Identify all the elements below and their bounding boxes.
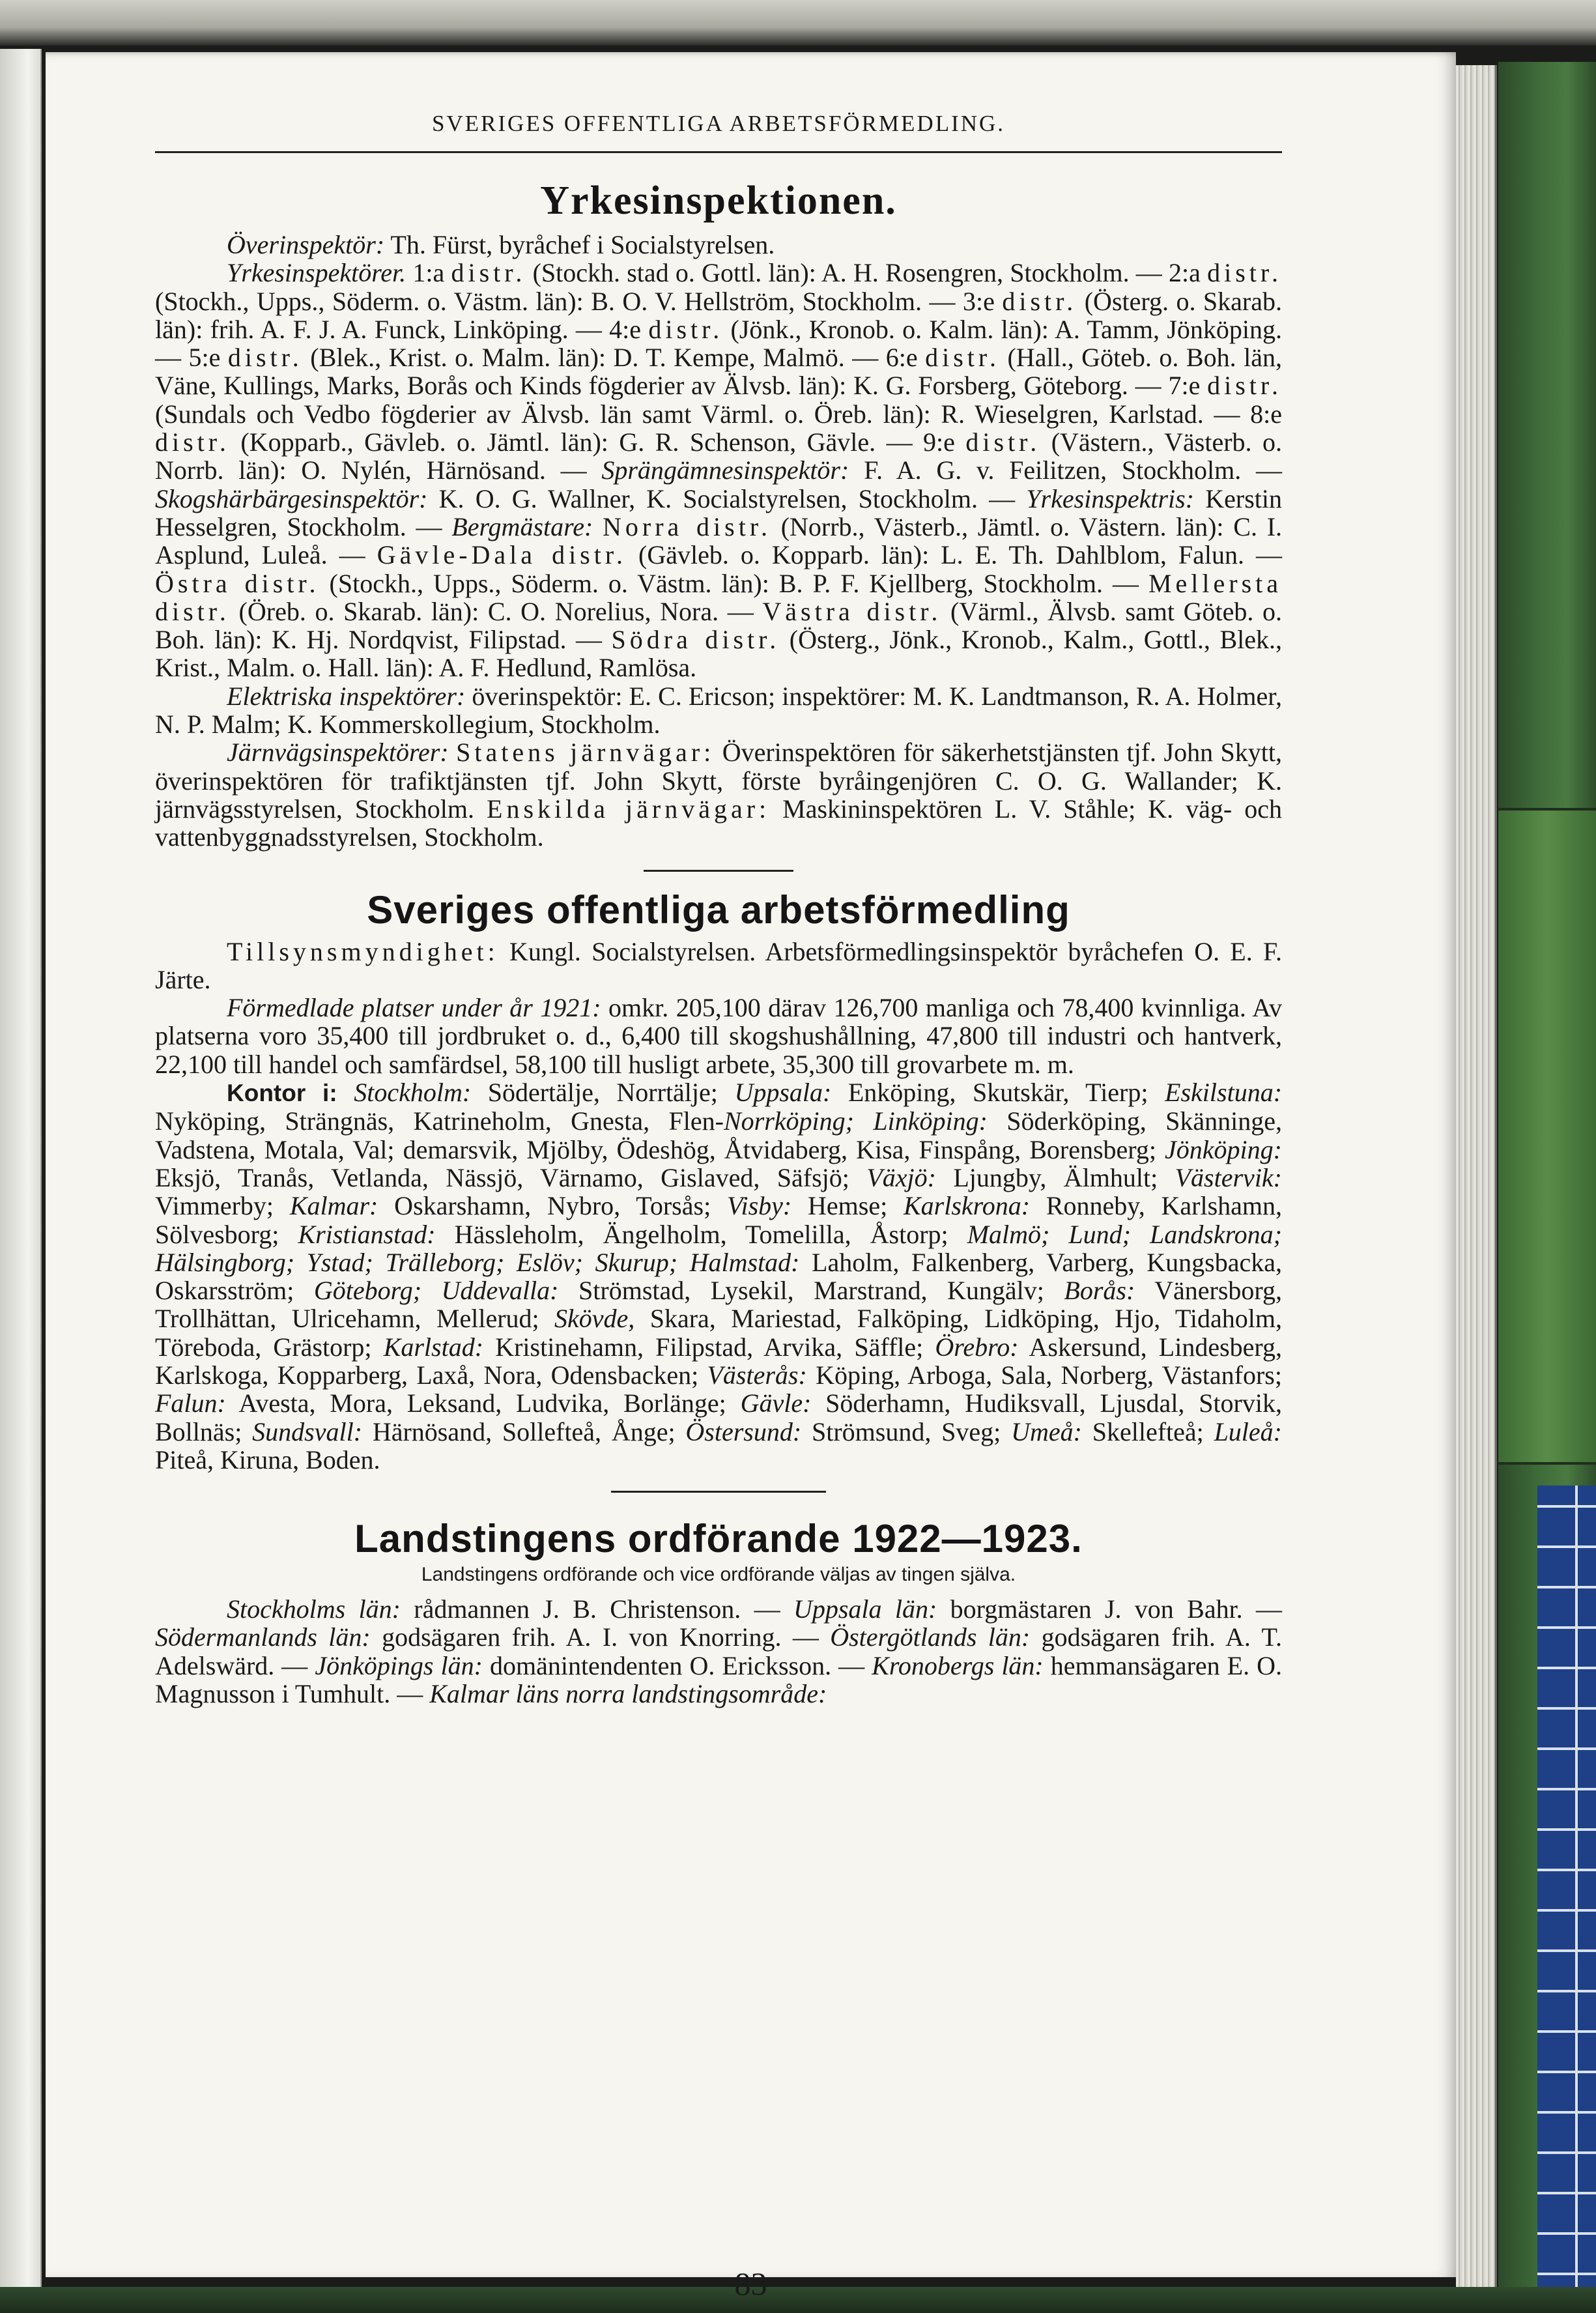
paragraph-elektriska bbox=[155, 682, 1282, 739]
city-label: Umeå: bbox=[1011, 1416, 1082, 1446]
text: rådmannen J. B. Christenson. — bbox=[400, 1594, 793, 1624]
text: Avesta, Mora, Leksand, Ludvika, Borlänge; bbox=[225, 1388, 741, 1418]
text: (Norrb., Västerb., Jämtl. o. Västern. län): C. I. Asplund, Luleå. — bbox=[155, 511, 1283, 570]
section-divider bbox=[644, 870, 793, 872]
city-label: Falun: bbox=[155, 1388, 226, 1418]
text: (Gävleb. o. Kopparb. län): L. E. Th. Dahlblom, Falun. — bbox=[626, 540, 1283, 570]
text: (Värml., Älvsb. samt Göteb. o. Boh. län): K. Hj. Nordqvist, Filipstad. — bbox=[155, 596, 1283, 655]
text: Enköping, Skutskär, Tierp; bbox=[831, 1078, 1165, 1108]
paragraph-tillsynsmyndighet bbox=[155, 938, 1282, 994]
text: F. A. G. v. Feilitzen, Stockholm. — bbox=[849, 455, 1283, 485]
paragraph-landstingen bbox=[155, 1595, 1282, 1708]
label-jarnvagsinspektorer: Järnvägsinspektörer: bbox=[227, 738, 449, 768]
text: Laholm, Falkenberg, Varberg, Kungsbacka, Oskarsström; bbox=[155, 1247, 1282, 1306]
district-label: Östra distr. bbox=[155, 568, 320, 598]
text: Strömsund, Sveg; bbox=[801, 1416, 1012, 1446]
text: Vänersborg, Trollhättan, Ulricehamn, Mellerud; bbox=[155, 1276, 1282, 1334]
label-overinspektor: Överinspektör: bbox=[227, 230, 385, 259]
text: Ronneby, Karlshamn, Sölvesborg; bbox=[155, 1191, 1283, 1249]
district-label: Södra distr. bbox=[611, 625, 780, 655]
district-label: Mellersta distr. bbox=[155, 568, 1283, 626]
label-formedlade-platser: Förmedlade platser under år 1921: bbox=[227, 993, 601, 1023]
text: (Österg. o. Skarab. län): frih. A. F. J. A. Funck, Linköping. — 4:e bbox=[155, 286, 1283, 344]
county-label: Uppsala län: bbox=[793, 1594, 937, 1624]
city-label: Linköping: bbox=[873, 1106, 988, 1136]
text: godsägaren frih. A. I. von Knorring. — bbox=[370, 1622, 831, 1652]
section-title-arbetsformedling: Sveriges offentliga arbetsförmedling bbox=[367, 887, 1070, 932]
label-enskilda-jarnvagar: Enskilda järnvägar: bbox=[487, 794, 771, 824]
text: K. O. G. Wallner, K. Socialstyrelsen, Stockholm. — bbox=[427, 483, 1027, 513]
text: överinspektör: E. C. Ericson; inspektörer: M. K. Landtmanson, R. A. Holmer, N. P. Malm; K. Kommerskollegium, Stockholm. bbox=[155, 681, 1282, 740]
section-arbetsformedling bbox=[155, 887, 1282, 1474]
text: 1:a bbox=[406, 258, 451, 288]
text: Piteå, Kiruna, Boden. bbox=[155, 1444, 380, 1474]
text: Södertälje, Norrtälje; bbox=[471, 1078, 735, 1108]
section-subtitle-landstingen: Landstingens ordförande och vice ordförande väljas av tingen själva. bbox=[421, 1564, 1016, 1586]
text: (Hall., Göteb. o. Boh. län, Väne, Kullings, Marks, Borås och Kinds fögderier av Älvsb. län): K. G. Forsberg, Göteborg. — 7:e bbox=[155, 343, 1282, 401]
district-label: distr. bbox=[155, 427, 230, 457]
text: Ljungby, Älmhult; bbox=[935, 1162, 1175, 1192]
district-label: Gävle-Dala distr. bbox=[377, 540, 627, 570]
district-label: distr. bbox=[451, 258, 526, 288]
county-label: Jönköpings län: bbox=[315, 1650, 483, 1680]
city-label: Karlstad: bbox=[383, 1332, 484, 1362]
text: Härnösand, Sollefteå, Ånge; bbox=[362, 1416, 686, 1446]
text: Kristinehamn, Filipstad, Arvika, Säffle; bbox=[483, 1332, 935, 1362]
text: (Öreb. o. Skarab. län): C. O. Norelius, Nora. — bbox=[229, 596, 763, 626]
text: Oskarshamn, Nybro, Torsås; bbox=[378, 1191, 727, 1221]
text: Överinspektören för säkerhetstjänsten tjf. John Skytt, överinspektören för trafiktjänsten tjf. John Skytt, förste byråingenjören C. O. G. Wallander; K. järnvägsstyrelsen, Stockholm. bbox=[155, 738, 1282, 824]
text: Hässleholm, Ängelholm, Tomelilla, Åstorp; bbox=[435, 1219, 967, 1249]
text: (Jönk., Kronob. o. Kalm. län): A. Tamm, Jönköping. — 5:e bbox=[155, 314, 1282, 373]
paragraph-yrkesinspektorer bbox=[155, 259, 1282, 682]
running-head: SVERIGES OFFENTLIGA ARBETSFÖRMEDLING. bbox=[155, 111, 1282, 153]
county-label: Kalmar läns norra landstingsområde: bbox=[429, 1679, 827, 1709]
blue-grid-paper bbox=[1537, 1486, 1596, 2313]
district-label: distr. bbox=[1002, 286, 1077, 316]
section-title-yrkesinspektionen: Yrkesinspektionen. bbox=[540, 179, 897, 223]
text: (Stockh., Upps., Söderm. o. Västm. län): B. P. F. Kjellberg, Stockholm. — bbox=[319, 568, 1148, 598]
text: Eksjö, Tranås, Vetlanda, Nässjö, Värnamo, Gislaved, Säfsjö; bbox=[155, 1162, 867, 1192]
text: (Kopparb., Gävleb. o. Jämtl. län): G. R. Schenson, Gävle. — 9:e bbox=[229, 427, 966, 457]
text bbox=[337, 1078, 354, 1107]
page-number: 83 bbox=[734, 2265, 767, 2302]
section-title-landstingen: Landstingens ordförande 1922—1923. bbox=[354, 1517, 1083, 1561]
text: (Stockh. stad o. Gottl. län): A. H. Rosengren, Stockholm. — 2:a bbox=[526, 258, 1208, 288]
city-label: Gävle: bbox=[740, 1388, 812, 1418]
book-top-edge bbox=[0, 0, 1596, 46]
city-label: Skövde, bbox=[554, 1304, 635, 1334]
district-label: Norra distr. bbox=[603, 511, 771, 541]
district-label: distr. bbox=[648, 314, 724, 344]
text bbox=[593, 512, 603, 541]
city-label: Västerås: bbox=[707, 1360, 807, 1390]
text: (Österg., Jönk., Kronob., Kalm., Gottl., Blek., Krist., Malm. o. Hall. län): A. F. Hedlund, Ramlösa. bbox=[155, 625, 1282, 683]
text: (Blek., Krist. o. Malm. län): D. T. Kempe, Malmö. — 6:e bbox=[302, 343, 926, 373]
text: Th. Fürst, byråchef i Socialstyrelsen. bbox=[384, 230, 775, 259]
district-label: distr. bbox=[965, 427, 1041, 457]
district-label: Västra distr. bbox=[762, 596, 942, 626]
county-label: Östergötlands län: bbox=[830, 1622, 1031, 1652]
county-label: Södermanlands län: bbox=[155, 1622, 371, 1652]
label-tillsynsmyndighet: Tillsynsmyndighet: bbox=[227, 936, 499, 966]
label-yrkesinspektorer: Yrkesinspektörer. bbox=[227, 258, 406, 288]
district-label: distr. bbox=[227, 343, 303, 373]
text: (Västern., Västerb. o. Norrb. län): O. Nylén, Härnösand. — bbox=[155, 427, 1282, 485]
text: omkr. 205,100 därav 126,700 manliga och 78,400 kvinnliga. Av platserna voro 35,400 till jordbruket o. d., 6,400 till skogshushållning, 47,800 till industri och hantverk, 22,100 till handel och samfärdsel, 58,100 till husligt arbete, 35,300 till grovarbete m. m. bbox=[155, 993, 1283, 1079]
city-label: Jönköping: bbox=[1165, 1134, 1282, 1164]
text: Söderköping, Skänninge, Vadstena, Motala, Val; demarsvik, Mjölby, Ödeshög, Åtvidaberg, Kisa, Finspång, Borensberg; bbox=[155, 1106, 1282, 1164]
city-label: Luleå: bbox=[1214, 1416, 1282, 1446]
text: Kungl. Socialstyrelsen. Arbetsförmedlingsinspektör byråchefen O. E. F. Järte. bbox=[155, 936, 1282, 994]
text: Strömstad, Lysekil, Marstrand, Kungälv; bbox=[558, 1276, 1064, 1306]
text: domänintendenten O. Ericksson. — bbox=[482, 1650, 872, 1680]
county-label: Stockholms län: bbox=[227, 1594, 401, 1624]
district-label: distr. bbox=[925, 343, 1000, 373]
label-sprangamnesinspektor: Sprängämnesinspektör: bbox=[601, 455, 849, 485]
left-page-edge bbox=[0, 49, 42, 2313]
district-label: distr. bbox=[1207, 371, 1282, 401]
city-label: Västervik: bbox=[1175, 1162, 1282, 1192]
text bbox=[449, 738, 456, 767]
city-label: Östersund: bbox=[685, 1416, 802, 1446]
city-label: Karlskrona: bbox=[903, 1191, 1031, 1221]
paragraph-kontor bbox=[155, 1078, 1282, 1474]
text bbox=[854, 1106, 873, 1136]
city-label: Sundsvall: bbox=[252, 1416, 363, 1446]
text-block bbox=[155, 111, 1282, 1708]
text: Söderhamn, Hudiksvall, Ljusdal, Storvik, Bollnäs; bbox=[155, 1388, 1282, 1446]
city-label: Visby: bbox=[726, 1191, 792, 1221]
city-label: Växjö: bbox=[866, 1162, 936, 1192]
county-label: Kronobergs län: bbox=[872, 1650, 1044, 1680]
text: Nyköping, Strängnäs, Katrineholm, Gnesta, Flen- bbox=[155, 1106, 724, 1136]
text: godsägaren frih. A. T. Adelswärd. — bbox=[155, 1622, 1283, 1680]
text: Hemse; bbox=[791, 1191, 904, 1221]
city-label: Kristianstad: bbox=[298, 1219, 436, 1249]
paragraph-formedlade-platser bbox=[155, 994, 1282, 1078]
city-label: Malmö; Lund; Landskrona; Hälsingborg; Ystad; Trälleborg; Eslöv; Skurup; Halmstad: bbox=[155, 1219, 1282, 1277]
text: Askersund, Lindesberg, Karlskoga, Kopparberg, Laxå, Nora, Odensbacken; bbox=[155, 1332, 1282, 1390]
text: Skellefteå; bbox=[1081, 1416, 1214, 1446]
cover-band bbox=[1498, 808, 1596, 1465]
city-label: Stockholm: bbox=[354, 1078, 472, 1108]
label-yrkesinspektris: Yrkesinspektris: bbox=[1026, 483, 1195, 513]
label-kontor: Kontor i: bbox=[227, 1080, 337, 1107]
district-label: distr. bbox=[1207, 258, 1282, 288]
text: borgmästaren J. von Bahr. — bbox=[937, 1594, 1283, 1624]
city-label: Norrköping; bbox=[723, 1106, 854, 1136]
text: (Sundals och Vedbo fögderier av Älvsb. län samt Värml. o. Öreb. län): R. Wieselgren, Karlstad. — 8:e bbox=[155, 399, 1282, 429]
label-bergmastare: Bergmästare: bbox=[451, 511, 593, 541]
section-divider bbox=[611, 1491, 826, 1493]
city-label: Örebro: bbox=[935, 1332, 1019, 1362]
paragraph-jarnvag bbox=[155, 738, 1282, 851]
label-statens-jarnvagar: Statens järnvägar: bbox=[456, 738, 715, 768]
city-label: Uppsala: bbox=[734, 1078, 832, 1108]
label-elektriska-inspektorer: Elektriska inspektörer: bbox=[227, 681, 466, 711]
city-label: Eskilstuna: bbox=[1165, 1078, 1283, 1108]
text: Skara, Mariestad, Falköping, Lidköping, Hjo, Tidaholm, Töreboda, Grästorp; bbox=[155, 1304, 1282, 1362]
city-label: Borås: bbox=[1064, 1276, 1135, 1306]
text: hemmansägaren E. O. Magnusson i Tumhult. — bbox=[155, 1650, 1283, 1709]
city-label: Kalmar: bbox=[289, 1191, 378, 1221]
text: Vimmerby; bbox=[155, 1191, 290, 1221]
label-skogsharbargesinspektor: Skogshärbärgesinspektör: bbox=[155, 483, 428, 513]
page-edges bbox=[1456, 65, 1497, 2306]
paragraph-overinspektor bbox=[155, 231, 1282, 259]
text: (Stockh., Upps., Söderm. o. Västm. län): B. O. V. Hellström, Stockholm. — 3:e bbox=[155, 286, 1003, 316]
city-label: Göteborg; Uddevalla: bbox=[313, 1276, 559, 1306]
text: Köping, Arboga, Sala, Norberg, Västanfors; bbox=[806, 1360, 1282, 1390]
section-landstingen bbox=[155, 1516, 1282, 1708]
section-yrkesinspektionen bbox=[155, 178, 1282, 852]
text: Maskininspektören L. V. Ståhle; K. väg- och vattenbyggnadsstyrelsen, Stockholm. bbox=[155, 794, 1282, 852]
text: Kerstin Hesselgren, Stockholm. — bbox=[155, 483, 1282, 541]
